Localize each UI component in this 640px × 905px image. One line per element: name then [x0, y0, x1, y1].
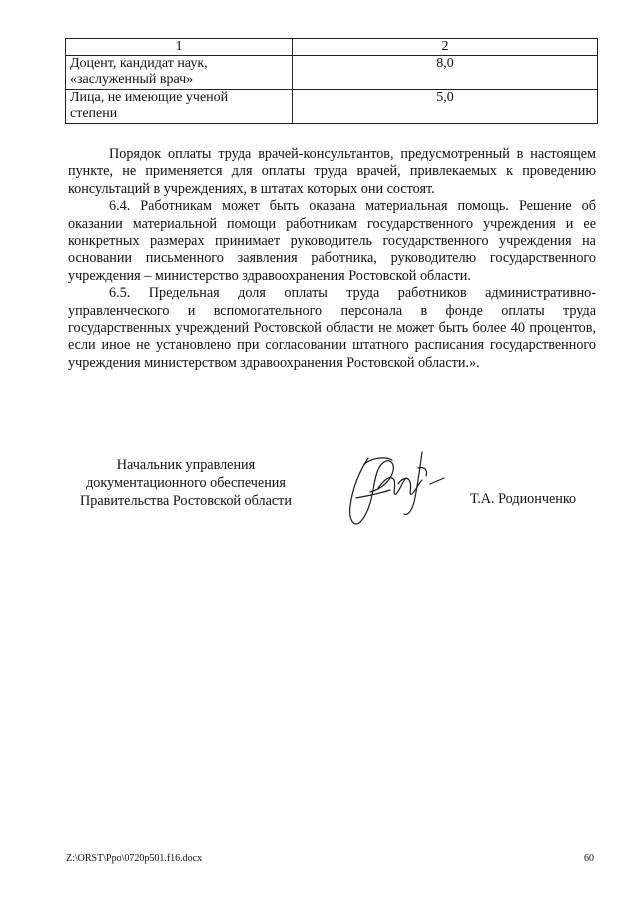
paragraph: 6.5. Предельная доля оплаты труда работников административно-управленческого и вспомогательного персонала в фонде оплаты труда государственных учреждений Ростовской области не может быть более 40 процентов, если иное не установлено при согласовании штатного расписания государственного учреждения министерством здравоохранения Ростовской области.».	[68, 285, 596, 371]
page-number: 60	[584, 853, 594, 864]
table-header-cell: 1	[66, 39, 293, 56]
table-header-row	[66, 39, 598, 56]
handwritten-signature	[338, 444, 458, 532]
label-line: степени	[70, 106, 118, 121]
position-line: Правительства Ростовской области	[80, 493, 292, 509]
position-line: Начальник управления	[116, 457, 256, 473]
table-cell-label	[66, 90, 293, 124]
label-line: Доцент, кандидат наук,	[70, 56, 208, 71]
table-cell-value: 5,0	[293, 90, 598, 124]
footer-file-path: Z:\ORST\Ppo\0720p501.f16.docx	[66, 853, 203, 864]
table-cell-value: 8,0	[293, 56, 598, 90]
table-header-cell: 2	[293, 39, 598, 56]
signatory-name: Т.А. Родионченко	[470, 491, 577, 507]
position-line: документационного обеспечения	[86, 475, 286, 491]
body-text	[68, 146, 596, 372]
table-row	[66, 56, 598, 90]
label-line: «заслуженный врач»	[70, 72, 194, 87]
paragraph: 6.4. Работникам может быть оказана материальная помощь. Решение об оказании материальной помощи работникам государственного учреждения и ее конкретных размерах принимает руководитель государственного учреждения на основании письменного заявления работника, руководителю государственного учреждения – министерство здравоохранения Ростовской области.	[68, 198, 596, 284]
signatory-position	[66, 456, 306, 510]
table-cell-label	[66, 56, 293, 90]
label-line: Лица, не имеющие ученой	[70, 90, 229, 105]
table-row	[66, 90, 598, 124]
paragraph: Порядок оплаты труда врачей-консультантов, предусмотренный в настоящем пункте, не применяется для оплаты труда врачей, привлекаемых к проведению консультаций в учреждениях, в штатах которых они состоят.	[68, 146, 596, 197]
rate-table	[65, 38, 598, 124]
